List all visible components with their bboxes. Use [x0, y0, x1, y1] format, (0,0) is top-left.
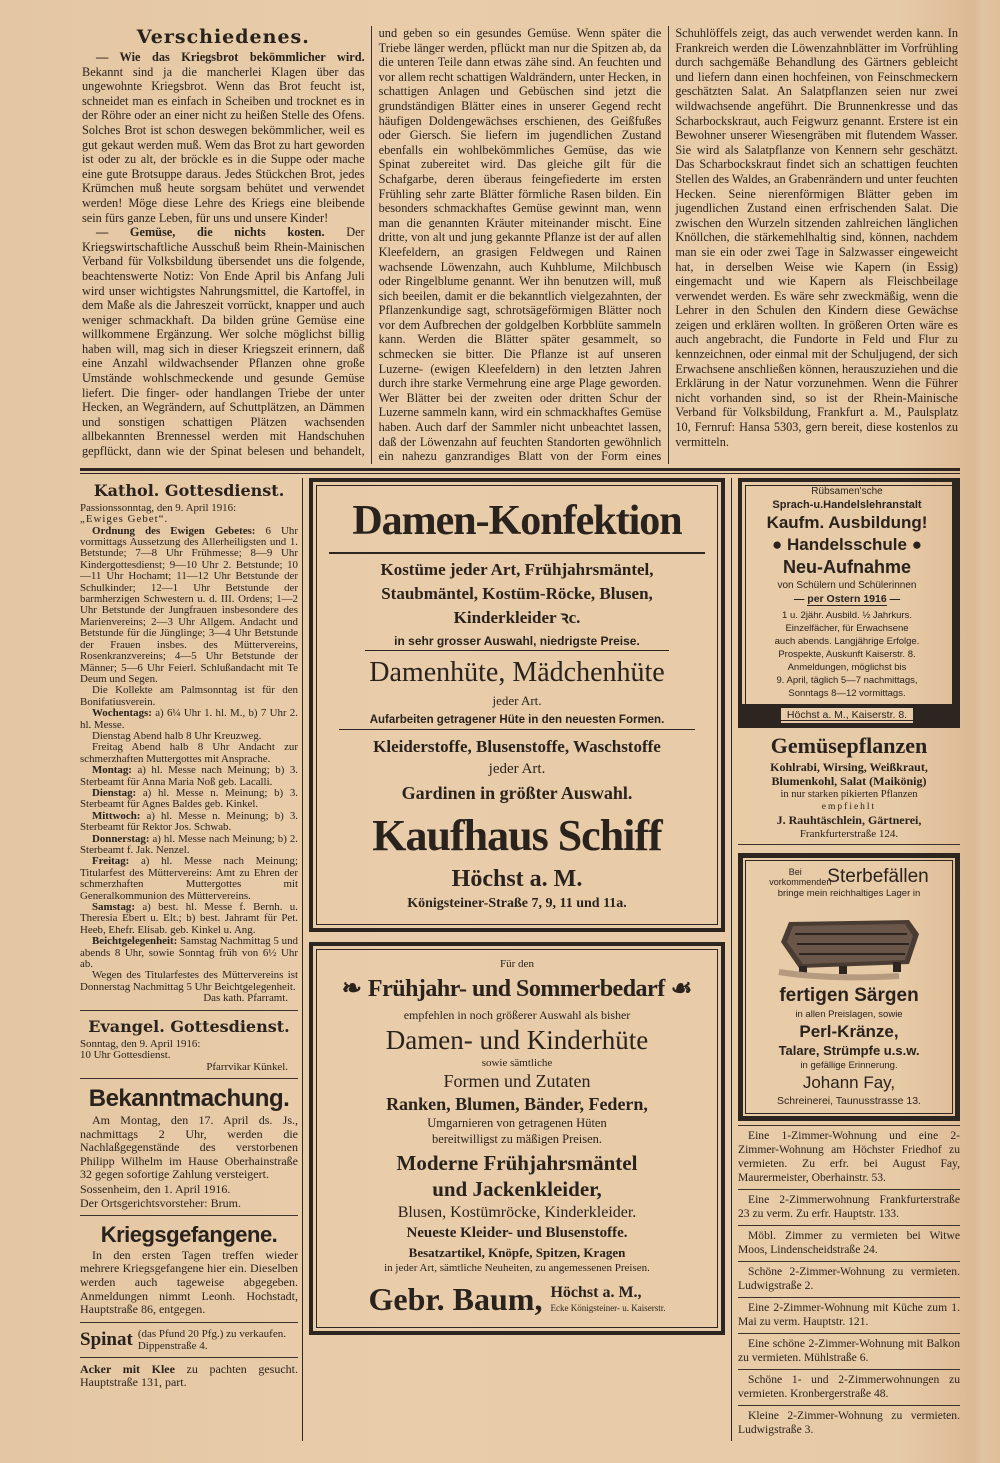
ad-hats: Damenhüte, Mädchenhüte	[369, 656, 665, 688]
ad-store-name: Kaufhaus Schiff	[372, 810, 662, 860]
ad-city: Höchst a. M.,	[550, 1284, 642, 1302]
coffin-illustration	[769, 904, 929, 984]
service-item	[80, 765, 298, 788]
article-paragraph	[82, 50, 365, 225]
ad-line: in allen Preislagen, sowie	[795, 1008, 903, 1020]
ad-line: von Schülern und Schülerinnen	[777, 579, 917, 591]
service-item	[80, 936, 298, 970]
ad-address-block	[550, 1283, 665, 1314]
ad-line: Umgarnieren von getragenen Hüten	[427, 1115, 607, 1130]
item-body: 6 Uhr vormittags Aussetzung des Allerheiligsten und 1. Betstunde; 7—8 Uhr Frühmesse; 8—9 Uhr Kindergottesdienst; 9—10 Uhr 2. Betstunde; 10—11 Uhr Hochamt; 11—12 Uhr Betstunde der Schulkinder; 12—1 Uhr Betstunde der barmherzigen Schwestern u. d. III. Ordens; 1—2 Uhr Betstunde der Jungfrauen insbesondere des Marienvereins; 2—3 Uhr Allgem. Andacht und Betstunde für die Jünglinge; 3—4 Uhr Betstunde der Frauen insbes. des Müttervereins, Rosenkranzvereins; 4—5 Uhr Betstunde der Männer; 5—6 Uhr Feierl. Schlußandacht mit Te Deum und Segen.	[80, 524, 298, 685]
item-lead: Samstag:	[92, 901, 135, 914]
ad-line: 9. April, täglich 5—7 nachmittags,	[776, 674, 918, 686]
kriegsgefangene-body: In den ersten Tagen treffen wieder mehrere Kriegsgefangene hier ein. Dieselben werden auch tageweise abgegeben. Anmeldungen nimmt Leonh. Hochstadt, Hauptstraße 86, entgegen.	[80, 1247, 298, 1317]
item-body: Die Kollekte am Palmsonntag ist für den Bonifatiusverein.	[80, 684, 298, 708]
item-lead: Mittwoch:	[92, 809, 141, 822]
divider	[80, 1322, 298, 1323]
ad-line: sowie sämtliche	[481, 1056, 553, 1069]
ad-line: Besatzartikel, Knöpfe, Spitzen, Kragen	[408, 1244, 626, 1260]
divider	[80, 1078, 298, 1079]
katholisch-subtitle: „Ewiges Gebet“.	[80, 513, 169, 526]
ad-footer: Höchst a. M., Kaiserstr. 8.	[781, 708, 913, 723]
classifieds	[738, 1125, 960, 1441]
ad-coats: Moderne Frühjahrsmäntel	[396, 1150, 638, 1175]
ad-line: jeder Art.	[488, 760, 546, 777]
ad-line: Rübsamen'sche	[811, 485, 883, 497]
classified-ad: Eine 1-Zimmer-Wohnung und eine 2-Zimmer-Wohnung am Höchster Friedhof zu vermieten. Zu erfr. bei August Fay, Maurermeister, Oberhainstr. 53.	[738, 1126, 960, 1190]
ad-line: Staubmäntel, Kostüm-Röcke, Blusen,	[381, 583, 653, 603]
ad-signature	[323, 1279, 711, 1319]
classified-ad: Schöne 2-Zimmer-Wohnung zu vermieten. Ludwigstraße 2.	[738, 1262, 960, 1298]
ad-line: Für den	[500, 957, 534, 970]
ad-line: Ranken, Blumen, Bänder, Federn,	[386, 1093, 648, 1114]
ad-fabrics: Kleiderstoffe, Blusenstoffe, Waschstoffe	[373, 736, 661, 756]
spinat-title: Spinat	[80, 1328, 133, 1350]
paragraph-body: Der Kriegswirtschaftliche Ausschuß beim Rhein-Mainischen Verband für Volksbildung übersendet uns die folgende, beachtenswerte Notiz: Von Ende April bis Anfang Juli wird unser wichtigstes Nahrungsmittel, die Kartoffel, in dem Maße als die Jahreszeit vorrückt, knapper und auch weniger schmackhaft. Da bilden grüne Gemüse eine willkommene Ergänzung. Wer solche möglichst billig haben will, mag sich in dieser Kriegszeit erinnern, daß eine Anzahl wildwachsender Pflanzen ohne große Umstände wohlschmeckende und gesunde Gemüse liefert. Die finger- oder handlangen Triebe der unter Hecken, an Wegrändern, auf Schuttplätzen, an Dämmen und sonstigen schattigen Plätzen wachsenden allbekannten Brennessel werden mit Handschuhen gepflückt, dann wie der Spinat belesen und behandelt, und geben so ein gesundes Gemüse. Wenn später die Triebe länger werden, pflückt man nur die Spitzen ab, da die unteren Teile dann etwas zähe sind. An feuchten und vor allem recht schattigen Waldrändern, unter Hecken, in schattigen Anlagen und Gebüschen sind jetzt die grundständigen Blätter eines in unserer Gegend recht häufigen Doldengewächses erschienen, des Geißfußes oder Giersch. Sie liefern im jugendlichen Zustand ebenfalls ein wohlbekömmliches Gemüse, das wie Spinat zubereitet wird. Das gleiche gilt für die Schafgarbe, deren überaus feingefiederte im ersten Frühling sehr zarte Blätter förmliche Rasen bilden. Ein besonders schmackhaftes Gemüse gewinnt man, wenn man die genannten Kräuter miteinander mischt. Eine dritte, von alt und jung gekannte Pflanze ist der auf allen Kleefeldern, an grasigen Feldwegen und Rainen wachsende Löwenzahn, auch Kuhblume, Milchbusch oder Ringelblume genannt. Wer ihn benutzen will, muß sich beeilen, damit er die bekanntlich vielgezahnten, der Pflanzenkundige sagt, schrotsägeförmigen Blätter noch vor dem Aufbrechen der goldgelben Korbblüte sammeln kann. Werden die Blätter später gesammelt, so schmecken sie bitter. Die Pflanze ist auf unseren Luzerne- (ewigen Kleefeldern) in den letzten Jahren durch ihre starke Vermehrung eine arge Plage geworden. Wer Blätter bei der zweiten oder dritten Schur der Luzerne sammeln kann, wird ein schmackhaftes Gemüse haben. Auch darf der Sammler nicht unbeachtet lassen, daß der Löwenzahn auf feuchten Standorten gewöhnlich ein nahezu ganzrandiges Blatt von der Form eines Schuhlöffels zeigt, das auch verwendet werden kann. In Frankreich werden die Löwenzahnblätter im Vorfrühling durch sachgemäße Behandlung des Gärtners gebleicht und liefern dann einen hochfeinen, von Feinschmeckern geschätzten Salat. An Salatpflanzen seien nur zwei wildwachsende angeführt. Die Brunnenkresse und das Scharbockskraut, auch Feigwurz genannt. Erstere ist ein Bewohner unserer Wiesengräben mit flutendem Wasser. Sie wird als Salatpflanze von Kennern sehr geschätzt. Das Scharbockskraut findet sich an schattigen feuchten Stellen des Waldes, an Grabenrändern und unter feuchten Hecken. Seine nierenförmigen Blätter geben im jugendlichen Zustand einen erfrischenden Salat. Die zwischen den Wurzeln sitzenden zahlreichen länglichen Knöllchen, die stärkemehlhaltig sind, können, nachdem man sie ein oder zwei Tage in Salzwasser eingeweicht hat, in derselben Weise wie Kapern (in Essig) eingemacht und wie Kapern als Fleischbeilage verwendet werden. Es wäre sehr zweckmäßig, wenn die Lehrer in den Schulen den Kindern diese Gewächse zeigen und erklären wollten. In größeren Orten wäre es auch angebracht, die Fundorte in Feld und Flur zu kennzeichnen, oder einmal mit der Schuljugend, der sich Erwachsene anschließen können, herauszuziehen und die Erklärung in der Natur vorzunehmen. Wenn die Führer nicht vorhanden sind, so ist der Rhein-Mainische Verband für Volksbildung, Frankfurt a. M., Paulsplatz 10, Fernruf: Hansa 5303, gern bereit, diese kostenlos zu vermitteln.	[82, 26, 958, 464]
ad-line: Frankfurterstraße 124.	[799, 827, 899, 840]
service-item	[80, 970, 298, 993]
ad-johann-fay	[738, 853, 960, 1121]
ad-line: J. Rauhtäschlein, Gärtnerei,	[776, 812, 922, 827]
ad-line: Kohlrabi, Wirsing, Weißkraut,	[770, 759, 928, 774]
acker-ad	[80, 1363, 298, 1389]
item-body: a) hl. Messe n. Meinung; b) 3. Sterbeamt für Agnes Baldes geb. Kinkel.	[80, 786, 298, 811]
service-item	[80, 902, 298, 936]
ad-line: Neu-Aufnahme	[782, 556, 911, 577]
item-lead: Ordnung des Ewigen Gebetes:	[92, 524, 256, 537]
ad-city: Höchst a. M.	[451, 865, 583, 892]
leaf-ornament-icon: ❧	[341, 975, 362, 1002]
ad-line: Blusen, Kostümröcke, Kinderkleider.	[397, 1203, 637, 1221]
bekanntmachung-body: Am Montag, den 17. April ds. Js., nachmittags 2 Uhr, werden die Nachlaßgegenstände des verstorbenen Philipp Wilhelm im Hause Oberhainstraße 32 gegen sofortige Zahlung versteigert.	[80, 1112, 298, 1182]
classified-ad: Möbl. Zimmer zu vermieten bei Witwe Moos, Lindenscheidstraße 24.	[738, 1226, 960, 1262]
item-body: a) best. hl. Messe f. Bernh. u. Theresia Ebert u. Elt.; b) best. Jahramt für Pet. Heeb, Ehefr. Elisab. geb. Kinkel u. Ang.	[80, 901, 298, 936]
service-item	[80, 811, 298, 834]
ad-address: Schreinerei, Taunusstrasse 13.	[777, 1094, 921, 1107]
ad-line: — per Ostern 1916 —	[793, 592, 901, 605]
ad-line-text: Handelsschule	[787, 534, 907, 554]
ad-handelsschule	[738, 478, 960, 728]
spinat-body: (das Pfund 20 Pfg.) zu verkaufen. Dippenstraße 4.	[137, 1327, 286, 1352]
ad-title: Sterbefällen	[827, 865, 929, 887]
acker-body: zu pachten gesucht. Hauptstraße 131, part.	[80, 1361, 299, 1389]
bekanntmachung-signature: Der Ortsgerichtsvorsteher: Brum.	[80, 1195, 241, 1210]
item-lead: Freitag:	[92, 855, 130, 868]
paragraph-lead: — Wie das Kriegsbrot bekömmlicher wird.	[96, 50, 365, 64]
ad-curtains: Gardinen in größter Auswahl.	[401, 782, 633, 803]
ad-line	[748, 534, 946, 556]
service-item	[80, 742, 298, 765]
ad-address: Ecke Königsteiner- u. Kaiserstr.	[550, 1303, 666, 1314]
ad-line: Kinderkleider ꝛc.	[453, 607, 581, 627]
item-lead: Wochentags:	[92, 707, 152, 720]
ad-address: Königsteiner-Straße 7, 9, 11 und 11a.	[407, 895, 627, 911]
item-body: a) hl. Messe nach Meinung; b) 2. Sterbeamt f. Jak. Nenzel.	[80, 832, 298, 856]
ad-line: Anmeldungen, möglichst bis	[787, 661, 907, 673]
ad-line: empfiehlt	[821, 801, 877, 812]
article-verschiedenes	[80, 26, 960, 464]
ad-line: fertigen Särgen	[779, 984, 919, 1006]
ad-line: bringe mein reichhaltiges Lager in	[777, 887, 921, 899]
ad-line: Prospekte, Auskunft Kaiserstr. 8.	[778, 648, 916, 660]
bekanntmachung-place-date: Sossenheim, den 1. April 1916.	[80, 1181, 231, 1196]
classified-ad: Eine 2-Zimmer-Wohnung mit Küche zum 1. Mai zu verm. Hauptstr. 121.	[738, 1298, 960, 1334]
right-column	[732, 478, 960, 1441]
bullet-icon: ●	[911, 534, 923, 554]
section-divider	[80, 468, 960, 474]
item-body: a) hl. Messe n. Meinung; b) 3. Sterbeamt für Rektor Jos. Schwab.	[80, 809, 298, 834]
headline-text: Frühjahr- und Sommerbedarf	[367, 975, 665, 1002]
ad-line: Kostüme jeder Art, Frühjahrsmäntel,	[380, 559, 654, 579]
ad-line: Talare, Strümpfe u.s.w.	[778, 1042, 920, 1058]
ad-store-name: Gebr. Baum,	[368, 1280, 543, 1317]
paragraph-body: Bekannt sind ja die mancherlei Klagen über das ungewohnte Kriegsbrot. Wenn das Brot feucht ist, schneidet man es einfach in Scheiben und trocknet es in der Röhre oder an einer nicht zu heißen Stelle des Ofens. Solches Brot ist schon deswegen bekömmlicher, weil es gut gekaut werden muß. Wem das Brot zu hart geworden ist oder zu alt, der bröckle es in die Suppe oder mache eine gute Brotsuppe daraus. Jedes Stückchen Brot, jedes Krümchen muß heute sorgsam behütet und verwendet werden! Möge diese Lehre des Kriegs eine bleibende sein fürs ganze Leben, für uns und unsere Kinder!	[82, 64, 365, 225]
lower-section	[80, 478, 960, 1441]
ad-line: Perl-Kränze,	[799, 1021, 899, 1041]
ad-headline: Damen-Konfektion	[352, 497, 682, 544]
ad-line: bereitwilligst zu mäßigen Preisen.	[431, 1131, 603, 1146]
middle-column	[302, 478, 732, 1441]
divider	[80, 1010, 298, 1011]
ad-line: Neueste Kleider- und Blusenstoffe.	[406, 1224, 628, 1241]
ad-hats: Damen- und Kinderhüte	[385, 1024, 649, 1055]
ad-headline	[323, 971, 711, 1007]
ad-gebr-baum	[309, 942, 725, 1335]
ad-line: Kaufm. Ausbildung!	[766, 512, 928, 532]
ad-coats: und Jackenkleider,	[432, 1176, 602, 1201]
divider	[329, 552, 705, 554]
ad-line: Blumenkohl, Salat (Maikönig)	[771, 773, 927, 788]
ad-line: 1 u. 2jähr. Ausbild. ½ Jahrkurs.	[782, 609, 912, 621]
ad-title-row	[753, 866, 945, 888]
ad-kaufhaus-schiff	[309, 478, 725, 932]
paragraph-lead: — Gemüse, die nichts kosten.	[96, 225, 325, 240]
evangelisch-title: Evangel. Gottesdienst.	[88, 1016, 290, 1036]
item-body: Samstag Nachmittag 5 und abends 8 Uhr, sowie Sonntag früh von 6½ Uhr ab.	[80, 935, 298, 971]
item-body: a) hl. Messe nach Meinung; b) 3. Sterbeamt für Anna Maria Noß geb. Lacalli.	[80, 764, 298, 788]
service-item	[80, 685, 298, 708]
classified-ad: Eine 2-Zimmerwohnung Frankfurterstraße 23 zu verm. Zu erfr. Hauptstr. 133.	[738, 1190, 960, 1226]
ad-line: Bei vorkommenden	[769, 866, 832, 887]
evangelisch-signature: Pfarrvikar Künkel.	[206, 1060, 288, 1073]
leaf-ornament-icon: ☙	[670, 975, 693, 1002]
ad-footer-bar	[742, 704, 952, 724]
item-lead: Montag:	[92, 764, 132, 777]
bekanntmachung-title: Bekanntmachung.	[88, 1084, 290, 1112]
ad-line: in jeder Art, sämtliche Neuheiten, zu angemessenen Preisen.	[384, 1261, 650, 1274]
ad-line: auch abends. Langjährige Erfolge.	[774, 635, 920, 647]
ad-line: in gefällige Erinnerung.	[800, 1059, 898, 1071]
divider	[80, 1357, 298, 1358]
classified-ad: Eine schöne 2-Zimmer-Wohnung mit Balkon zu vermieten. Mühlstraße 6.	[738, 1334, 960, 1370]
item-body: a) hl. Messe nach Meinung; Titularfest des Müttervereins: Amt zu Ehren der schmerzhaften Muttergottes mit Generalkommunion des Müttervereins.	[80, 855, 298, 902]
ad-name: Johann Fay,	[802, 1072, 896, 1092]
ad-line: Sprach-u.Handelslehranstalt	[772, 498, 922, 511]
item-body: Freitag Abend halb 8 Uhr Andacht zur schmerzhaften Muttergottes mit Ansprache.	[80, 741, 298, 765]
ad-line-text: per Ostern 1916	[807, 592, 887, 605]
item-body: Dienstag Abend halb 8 Uhr Kreuzweg.	[92, 729, 262, 742]
spinat-ad	[80, 1328, 298, 1352]
ad-line: in nur starken pikierten Pflanzen	[780, 788, 918, 800]
divider	[80, 1215, 298, 1216]
ad-line: Sonntags 8—12 vormittags.	[788, 687, 906, 699]
ad-line: empfehlen in noch größerer Auswahl als bisher	[403, 1007, 631, 1022]
item-body: Wegen des Titularfestes des Müttervereins ist Donnerstag Nachmittag 5 Uhr Beichtgelegenheit.	[80, 969, 298, 993]
ad-line: Einzelfächer, für Erwachsene	[785, 622, 909, 634]
katholisch-items	[80, 526, 298, 994]
evangelisch-date: Sonntag, den 9. April 1916:	[80, 1037, 201, 1050]
classified-ad: Kleine 2-Zimmer-Wohnung zu vermieten. Ludwigstraße 3.	[738, 1408, 960, 1436]
ad-gemuesepflanzen	[738, 728, 960, 845]
item-lead: Beichtgelegenheit:	[92, 935, 178, 948]
kriegsgefangene-title: Kriegsgefangene.	[100, 1221, 278, 1247]
ad-line: in sehr grosser Auswahl, niedrigste Preise.	[365, 632, 669, 651]
bullet-icon: ●	[771, 534, 783, 554]
ad-line: Aufarbeiten getragener Hüte in den neuesten Formen.	[339, 711, 695, 730]
katholisch-date: Passionssonntag, den 9. April 1916:	[80, 501, 237, 514]
item-body: a) 6¼ Uhr 1. hl. M., b) 7 Uhr 2. hl. Messe.	[80, 707, 298, 731]
article-title: Verschiedenes.	[136, 26, 310, 48]
newspaper-page	[80, 26, 960, 1441]
katholisch-signature: Das kath. Pfarramt.	[203, 992, 288, 1005]
ad-line: jeder Art.	[492, 692, 542, 708]
item-lead: Donnerstag:	[92, 832, 150, 845]
evangelisch-time: 10 Uhr Gottesdienst.	[80, 1049, 171, 1062]
ad-line: Formen und Zutaten	[443, 1070, 591, 1091]
service-item	[80, 526, 298, 686]
item-lead: Dienstag:	[92, 786, 137, 799]
service-item	[80, 788, 298, 811]
service-item	[80, 708, 298, 731]
ad-title: Gemüsepflanzen	[770, 732, 928, 758]
acker-title: Acker mit Klee	[80, 1361, 175, 1376]
service-item	[80, 834, 298, 857]
katholisch-title: Kathol. Gottesdienst.	[93, 480, 285, 500]
classified-ad: Schöne 1- und 2-Zimmerwohnungen zu vermieten. Kronbergerstraße 48.	[738, 1370, 960, 1406]
service-item	[80, 856, 298, 902]
left-column	[80, 478, 302, 1389]
